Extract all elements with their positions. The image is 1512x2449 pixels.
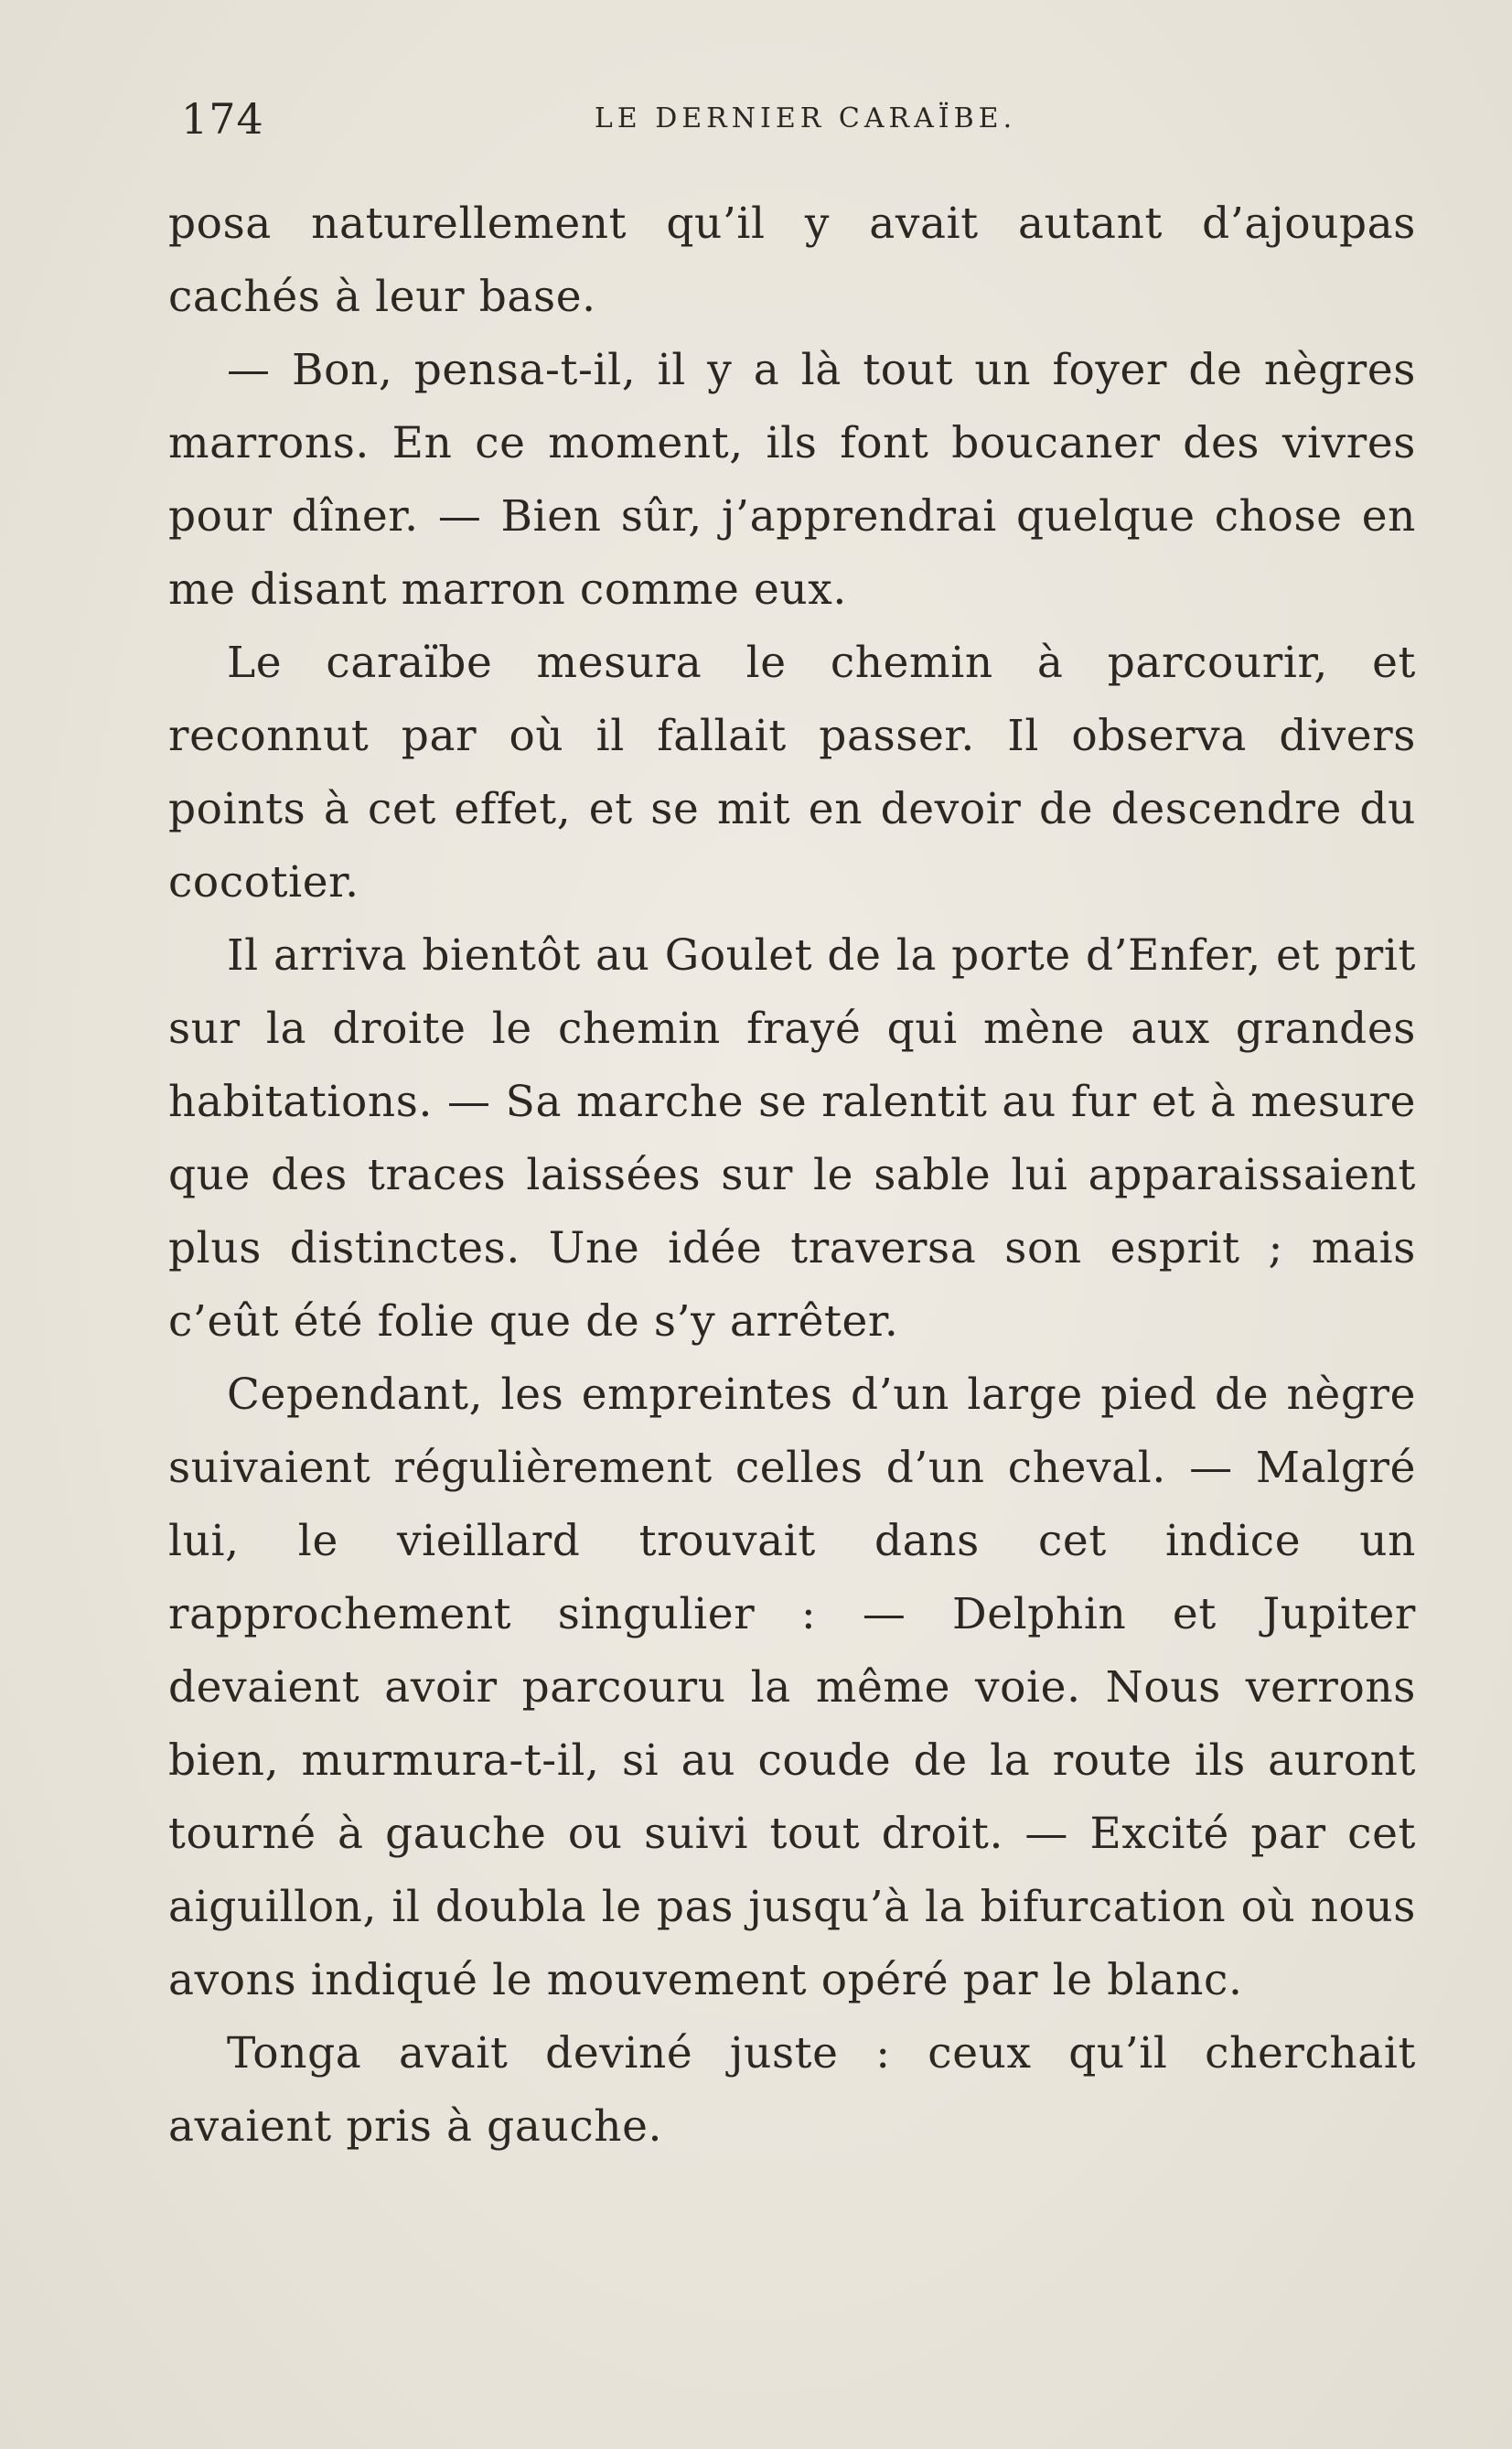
body-text <box>168 188 1416 2164</box>
paragraph: Tonga avait deviné juste : ceux qu’il cherchait avaient pris à gauche. <box>168 2028 1416 2152</box>
paragraph: Cependant, les empreintes d’un large pied de nègre suivaient régulièrement celles d’un cheval. — Malgré lui, le vieillard trouvait dans cet indice un rapprochement singulier : — Delphin et Jupiter devaient avoir parcouru la même voie. Nous verrons bien, murmura-t-il, si au coude de la route ils auront tourné à gauche ou suivi tout droit. — Excité par cet aiguillon, il doubla le pas jusqu’à la bifurcation où nous avons indiqué le mouvement opéré par le blanc. <box>168 1370 1416 2005</box>
paragraph: Il arriva bientôt au Goulet de la porte d’Enfer, et prit sur la droite le chemin frayé qui mène aux grandes habitations. — Sa marche se ralentit au fur et à mesure que des traces laissées sur le sable lui apparaissaient plus distinctes. Une idée traversa son esprit ; mais c’eût été folie que de s’y arrêter. <box>168 930 1416 1347</box>
running-title: LE DERNIER CARAÏBE. <box>594 102 1017 134</box>
paragraph: Le caraïbe mesura le chemin à parcourir, et reconnut par où il fallait passer. Il observa divers points à cet effet, et se mit en devoir de descendre du cocotier. <box>168 638 1416 908</box>
paragraph: posa naturellement qu’il y avait autant d’ajoupas cachés à leur base. <box>168 199 1416 322</box>
page-header <box>181 91 1411 146</box>
page-number: 174 <box>181 94 264 144</box>
paragraph: — Bon, pensa-t-il, il y a là tout un foyer de nègres marrons. En ce moment, ils font boucaner des vivres pour dîner. — Bien sûr, j’apprendrai quelque chose en me disant marron comme eux. <box>168 345 1416 615</box>
